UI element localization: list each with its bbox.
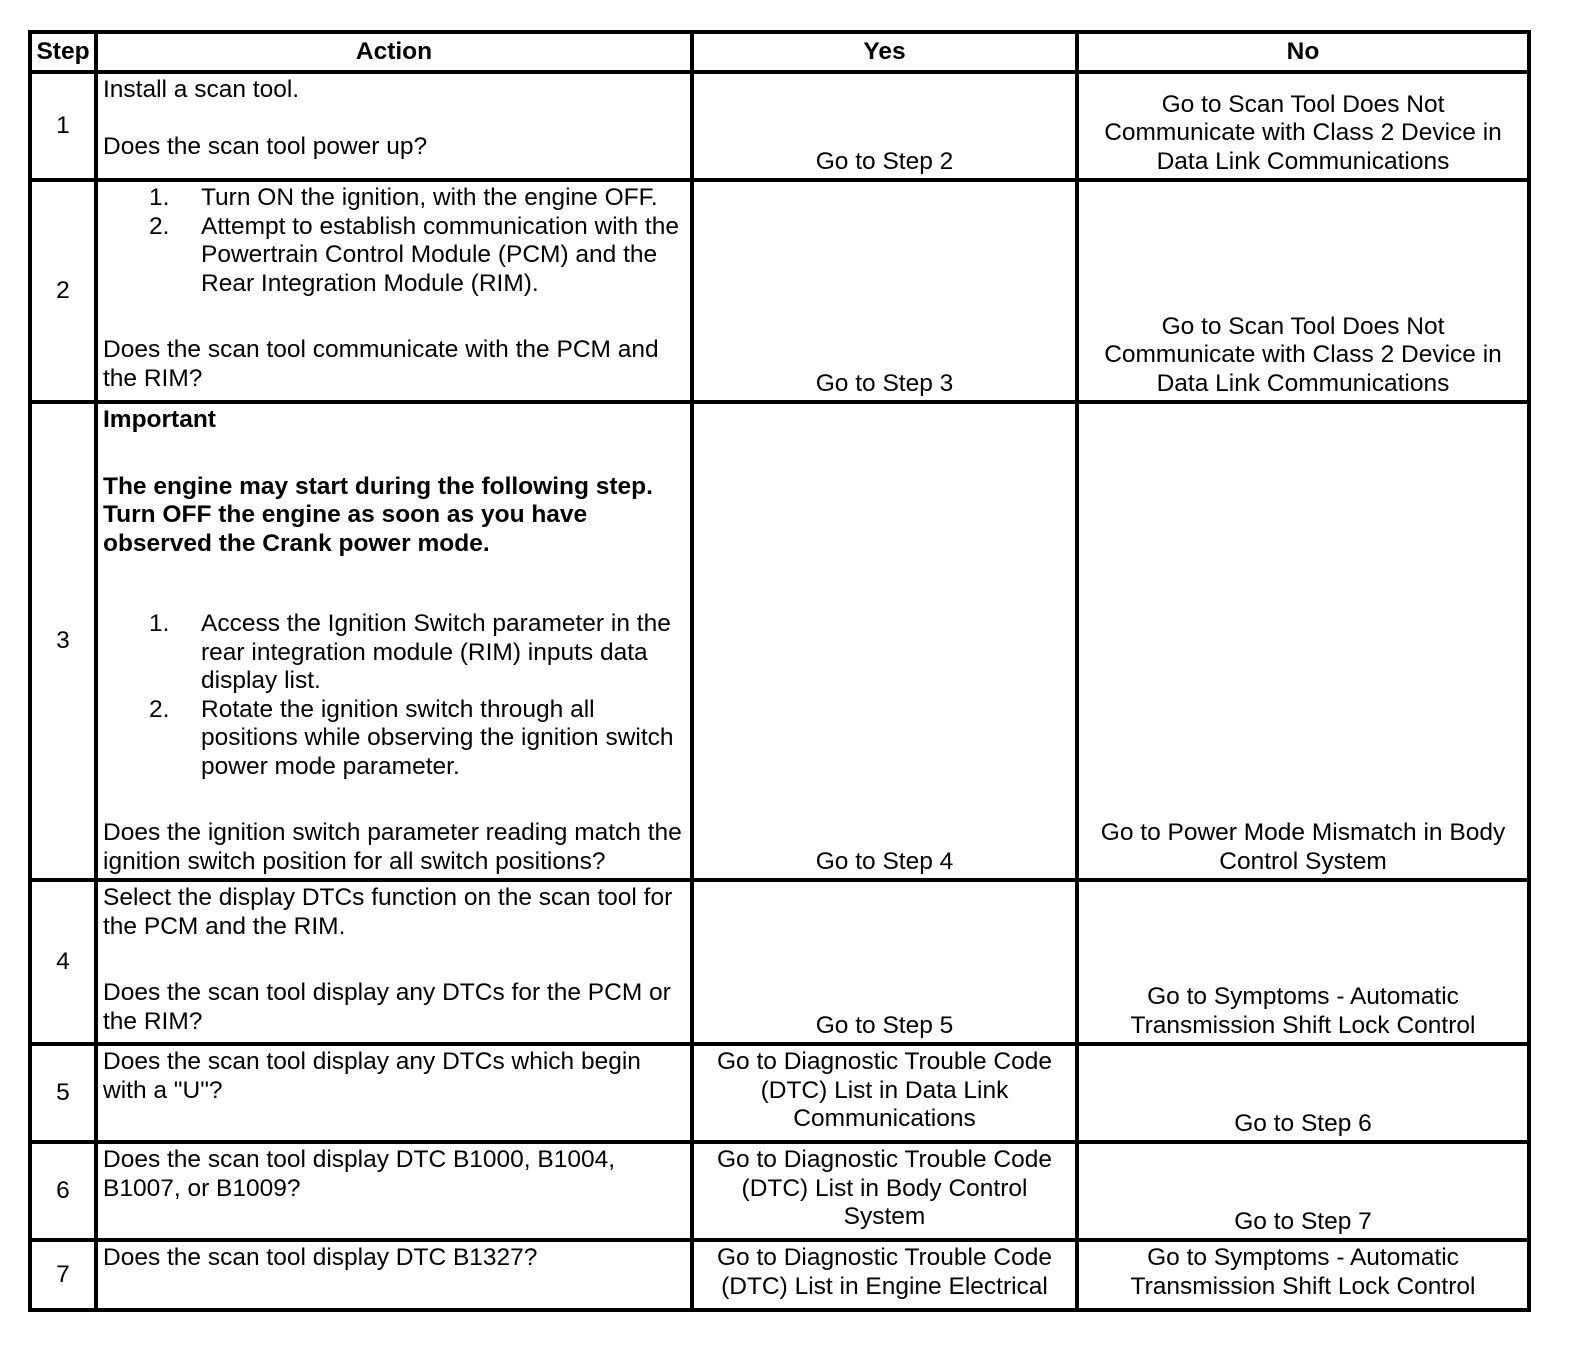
yes-result: Go to Diagnostic Trouble Code (DTC) List in Engine Electrical — [692, 1240, 1077, 1310]
list-item: 1. Access the Ignition Switch parameter in the rear integration module (RIM) inputs data display list. — [149, 610, 671, 694]
substep-list — [103, 184, 684, 298]
action-question: Does the ignition switch parameter reading match the ignition switch position for all switch positions? — [103, 819, 682, 875]
header-row — [30, 32, 1529, 72]
no-result: Go to Scan Tool Does Not Communicate with Class 2 Device in Data Link Communications — [1077, 180, 1529, 402]
action-intro: Install a scan tool. — [103, 76, 300, 103]
action-cell — [96, 180, 692, 402]
step-number: 7 — [30, 1240, 96, 1310]
action-question: Does the scan tool display any DTCs for the PCM or the RIM? — [103, 979, 671, 1035]
action-question: Does the scan tool communicate with the PCM and the RIM? — [103, 336, 659, 392]
spacer — [103, 941, 684, 979]
step-number: 2 — [30, 180, 96, 402]
no-result: Go to Scan Tool Does Not Communicate with Class 2 Device in Data Link Communications — [1077, 72, 1529, 180]
step-number: 6 — [30, 1142, 96, 1240]
list-item: 2. Rotate the ignition switch through all positions while observing the ignition switch power mode parameter. — [149, 695, 674, 780]
yes-result: Go to Step 3 — [692, 180, 1077, 402]
no-result: Go to Step 7 — [1077, 1142, 1529, 1240]
yes-result: Go to Step 2 — [692, 72, 1077, 180]
table-row — [30, 72, 1529, 180]
yes-result: Go to Step 5 — [692, 880, 1077, 1044]
action-cell — [96, 1142, 692, 1240]
no-result: Go to Step 6 — [1077, 1044, 1529, 1142]
no-result: Go to Symptoms - Automatic Transmission Shift Lock Control — [1077, 1240, 1529, 1310]
yes-result: Go to Step 4 — [692, 402, 1077, 880]
important-label: Important — [103, 406, 216, 433]
yes-result: Go to Diagnostic Trouble Code (DTC) List in Data Link Communications — [692, 1044, 1077, 1142]
important-text: The engine may start during the following step. Turn OFF the engine as soon as you have observed the Crank power mode. — [103, 472, 653, 557]
table-row — [30, 1240, 1529, 1310]
header-no: No — [1077, 32, 1529, 72]
action-cell — [96, 1044, 692, 1142]
spacer — [103, 781, 684, 819]
spacer — [103, 435, 684, 473]
spacer — [103, 558, 684, 610]
spacer — [103, 298, 684, 336]
header-action: Action — [96, 32, 692, 72]
step-number: 1 — [30, 72, 96, 180]
action-question: Does the scan tool power up? — [103, 132, 428, 160]
table-row — [30, 180, 1529, 402]
no-result: Go to Power Mode Mismatch in Body Control System — [1077, 402, 1529, 880]
action-cell — [96, 1240, 692, 1310]
action-question: Does the scan tool display DTC B1000, B1004, B1007, or B1009? — [103, 1146, 616, 1202]
header-step: Step — [30, 32, 96, 72]
action-question: Does the scan tool display DTC B1327? — [103, 1244, 538, 1271]
action-question: Does the scan tool display any DTCs which begin with a "U"? — [103, 1048, 641, 1104]
list-item: 2. Attempt to establish communication with the Powertrain Control Module (PCM) and the Rear Integration Module (RIM). — [149, 212, 679, 297]
yes-result: Go to Diagnostic Trouble Code (DTC) List in Body Control System — [692, 1142, 1077, 1240]
table-row — [30, 1142, 1529, 1240]
action-intro: Select the display DTCs function on the scan tool for the PCM and the RIM. — [103, 884, 673, 940]
step-number: 3 — [30, 402, 96, 880]
table-row — [30, 402, 1529, 880]
table-row — [30, 880, 1529, 1044]
no-result: Go to Symptoms - Automatic Transmission Shift Lock Control — [1077, 880, 1529, 1044]
action-cell — [96, 72, 692, 180]
step-number: 4 — [30, 880, 96, 1044]
action-cell — [96, 880, 692, 1044]
list-item: 1. Turn ON the ignition, with the engine OFF. — [149, 184, 658, 211]
step-number: 5 — [30, 1044, 96, 1142]
substep-list — [103, 610, 684, 781]
table-row — [30, 1044, 1529, 1142]
spacer — [103, 105, 684, 133]
header-yes: Yes — [692, 32, 1077, 72]
diagnostic-table — [28, 30, 1531, 1312]
action-cell — [96, 402, 692, 880]
